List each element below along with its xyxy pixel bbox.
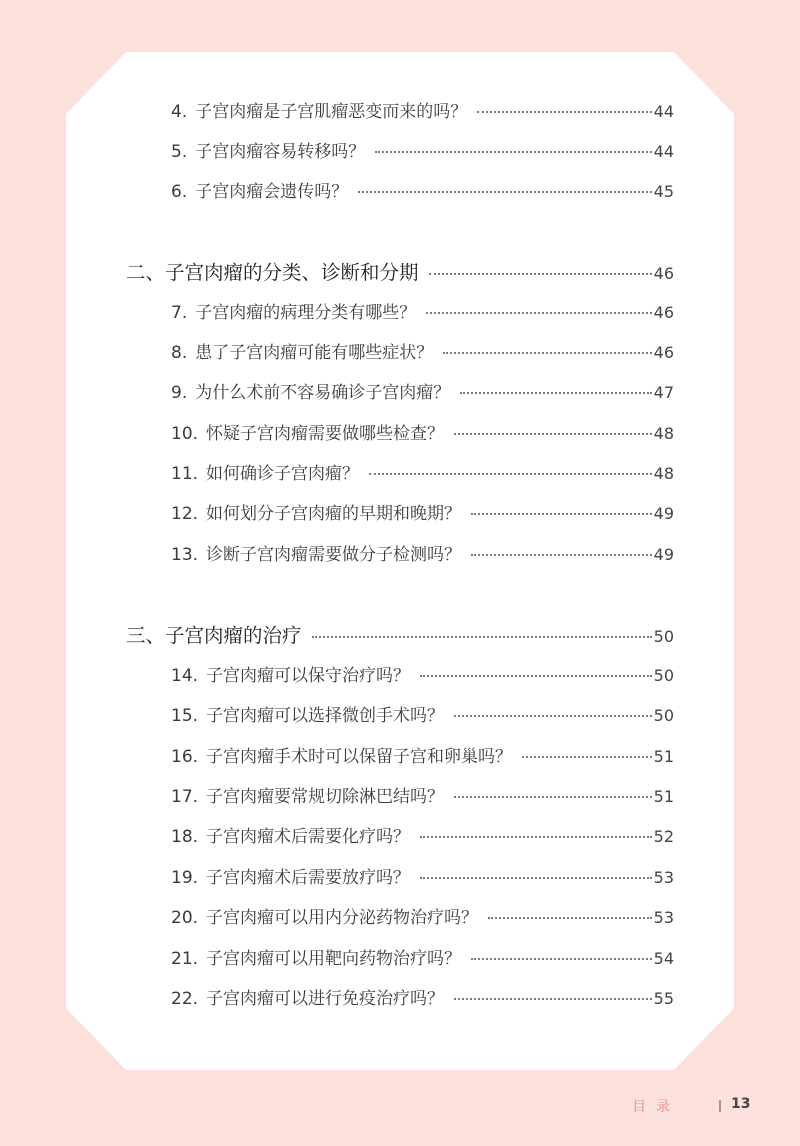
toc-section-page: 46 xyxy=(653,264,674,283)
toc-entry-title: 子宫肉瘤术后需要化疗吗？ xyxy=(206,827,411,847)
toc-leader-dots xyxy=(471,554,652,556)
toc-entry-page: 46 xyxy=(653,303,674,322)
toc-leader-dots xyxy=(477,111,651,113)
toc-entry-number: 13. xyxy=(171,545,199,565)
toc-entry-number: 19. xyxy=(171,868,199,888)
toc-entry-page: 44 xyxy=(653,102,674,121)
toc-entry[interactable] xyxy=(171,701,674,725)
toc-entry-number: 12. xyxy=(171,504,199,524)
footer-page-number: 13 xyxy=(731,1096,751,1112)
toc-entry[interactable] xyxy=(171,903,674,927)
toc-entry-number: 8. xyxy=(171,343,188,363)
toc-leader-dots xyxy=(369,473,652,475)
toc-section-heading[interactable] xyxy=(126,257,674,285)
toc-entry[interactable] xyxy=(171,298,674,322)
toc-leader-dots xyxy=(471,513,652,515)
toc-section-heading[interactable] xyxy=(126,620,674,648)
toc-entry[interactable] xyxy=(171,822,674,846)
toc-entry-number: 10. xyxy=(171,424,199,444)
toc-entry-page: 44 xyxy=(653,142,674,161)
toc-leader-dots xyxy=(454,433,652,435)
toc-entry-page: 54 xyxy=(653,949,674,968)
toc-entry-page: 50 xyxy=(653,706,674,725)
toc-entry[interactable] xyxy=(171,97,674,121)
toc-entry[interactable] xyxy=(171,984,674,1008)
toc-entry-page: 49 xyxy=(653,504,674,523)
toc-entry-title: 子宫肉瘤是子宫肌瘤恶变而来的吗？ xyxy=(195,102,468,122)
toc-entry-title: 子宫肉瘤可以进行免疫治疗吗？ xyxy=(206,989,445,1009)
toc-entry-number: 4. xyxy=(171,102,188,122)
toc-entry-page: 53 xyxy=(653,908,674,927)
toc-entry[interactable] xyxy=(171,499,674,523)
toc-section-title: 三、子宫肉瘤的治疗 xyxy=(126,624,302,647)
toc-entry-page: 51 xyxy=(653,747,674,766)
toc-entry[interactable] xyxy=(171,782,674,806)
toc-entry-number: 14. xyxy=(171,666,199,686)
footer-divider xyxy=(719,1100,721,1112)
toc-entry[interactable] xyxy=(171,540,674,564)
toc-entry[interactable] xyxy=(171,661,674,685)
toc-entry-number: 9. xyxy=(171,383,188,403)
toc-entry-number: 22. xyxy=(171,989,199,1009)
toc-leader-dots xyxy=(454,796,652,798)
toc-entry[interactable] xyxy=(171,378,674,402)
toc-leader-dots xyxy=(460,392,651,394)
toc-leader-dots xyxy=(426,312,651,314)
toc-section-title: 二、子宫肉瘤的分类、诊断和分期 xyxy=(126,261,419,284)
toc-entry-title: 子宫肉瘤可以用靶向药物治疗吗？ xyxy=(206,949,462,969)
toc-entry[interactable] xyxy=(171,338,674,362)
toc-entry[interactable] xyxy=(171,863,674,887)
toc-leader-dots xyxy=(454,715,652,717)
toc-entry-title: 如何划分子宫肉瘤的早期和晚期？ xyxy=(206,504,462,524)
toc-entry-page: 49 xyxy=(653,545,674,564)
toc-entry-number: 20. xyxy=(171,908,199,928)
toc-entry-page: 50 xyxy=(653,666,674,685)
toc-entry-number: 11. xyxy=(171,464,199,484)
toc-entry-page: 46 xyxy=(653,343,674,362)
toc-entry-page: 52 xyxy=(653,827,674,846)
toc-entry-page: 48 xyxy=(653,424,674,443)
toc-entry-number: 7. xyxy=(171,303,188,323)
toc-entry-title: 患了子宫肉瘤可能有哪些症状？ xyxy=(195,343,434,363)
toc-entry-number: 6. xyxy=(171,182,188,202)
toc-leader-dots xyxy=(471,958,652,960)
toc-entry-number: 21. xyxy=(171,949,199,969)
toc-entry-title: 子宫肉瘤可以用内分泌药物治疗吗？ xyxy=(206,908,479,928)
toc-entry-page: 51 xyxy=(653,787,674,806)
toc-entry-number: 16. xyxy=(171,747,199,767)
toc-entry-page: 45 xyxy=(653,182,674,201)
toc-entry-page: 55 xyxy=(653,989,674,1008)
toc-leader-dots xyxy=(488,917,652,919)
toc-entry[interactable] xyxy=(171,944,674,968)
toc-leader-dots xyxy=(420,675,652,677)
toc-entry-title: 子宫肉瘤会遗传吗？ xyxy=(195,182,349,202)
toc-entry-number: 15. xyxy=(171,706,199,726)
toc-leader-dots xyxy=(312,636,652,638)
toc-leader-dots xyxy=(429,273,652,275)
toc-entry-number: 17. xyxy=(171,787,199,807)
toc-entry[interactable] xyxy=(171,459,674,483)
toc-entry-title: 为什么术前不容易确诊子宫肉瘤？ xyxy=(195,383,451,403)
toc-entry-title: 诊断子宫肉瘤需要做分子检测吗？ xyxy=(206,545,462,565)
toc-entry-page: 48 xyxy=(653,464,674,483)
toc-leader-dots xyxy=(522,756,652,758)
toc-leader-dots xyxy=(358,191,651,193)
toc-entry-title: 子宫肉瘤容易转移吗？ xyxy=(195,142,366,162)
toc-section-page: 50 xyxy=(653,627,674,646)
toc-entry-title: 如何确诊子宫肉瘤？ xyxy=(206,464,360,484)
toc-entry-number: 18. xyxy=(171,827,199,847)
toc-entry[interactable] xyxy=(171,419,674,443)
toc-entry-page: 53 xyxy=(653,868,674,887)
toc-entry-title: 子宫肉瘤术后需要放疗吗？ xyxy=(206,868,411,888)
toc-entry[interactable] xyxy=(171,742,674,766)
toc-leader-dots xyxy=(454,998,652,1000)
toc-leader-dots xyxy=(420,877,652,879)
footer-section-label: 目录 xyxy=(632,1099,680,1115)
toc-entry-title: 子宫肉瘤可以选择微创手术吗？ xyxy=(206,706,445,726)
toc-entry-title: 子宫肉瘤要常规切除淋巴结吗？ xyxy=(206,787,445,807)
toc-entry[interactable] xyxy=(171,177,674,201)
toc-leader-dots xyxy=(443,352,651,354)
toc-leader-dots xyxy=(375,151,651,153)
toc-entry-title: 子宫肉瘤手术时可以保留子宫和卵巢吗？ xyxy=(206,747,513,767)
toc-leader-dots xyxy=(420,836,652,838)
toc-entry-number: 5. xyxy=(171,142,188,162)
toc-entry-title: 子宫肉瘤的病理分类有哪些？ xyxy=(195,303,417,323)
toc-entry-title: 怀疑子宫肉瘤需要做哪些检查？ xyxy=(206,424,445,444)
toc-entry-title: 子宫肉瘤可以保守治疗吗？ xyxy=(206,666,411,686)
toc-entry[interactable] xyxy=(171,137,674,161)
toc-entry-page: 47 xyxy=(653,383,674,402)
